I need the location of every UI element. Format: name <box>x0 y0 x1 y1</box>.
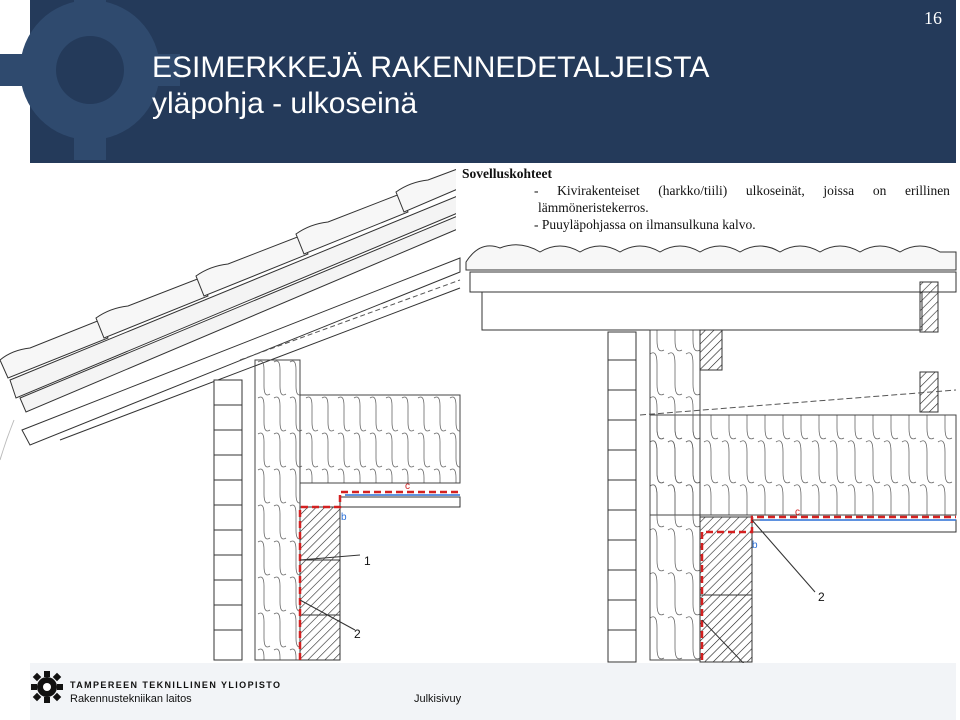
bullet-1-word: (harkko/tiili) <box>658 183 728 198</box>
bullet-1-continuation: lämmöneristekerros. <box>538 200 649 215</box>
svg-text:b: b <box>341 512 347 523</box>
slide-header <box>30 0 956 163</box>
svg-text:c: c <box>795 507 800 518</box>
slide-title <box>152 50 709 122</box>
application-heading: Sovelluskohteet <box>462 166 553 181</box>
university-logo-icon <box>30 670 64 704</box>
left-label-2: 2 <box>354 627 361 641</box>
title-line-2: yläpohja - ulkoseinä <box>152 87 418 120</box>
department-name: Rakennustekniikan laitos <box>70 693 192 705</box>
left-eave-detail-drawing <box>0 163 460 663</box>
left-label-1: 1 <box>364 554 371 568</box>
bullet-1-word: - <box>534 183 539 198</box>
right-eave-detail-drawing <box>456 163 960 663</box>
bullet-2: - Puuyläpohjassa on ilmansulkuna kalvo. <box>534 217 756 232</box>
page-number: 16 <box>924 8 942 28</box>
application-textbox <box>456 163 956 235</box>
bullet-1-word: Kivirakenteiset <box>557 183 640 198</box>
university-name: TAMPEREEN TEKNILLINEN YLIOPISTO <box>70 680 282 690</box>
bullet-1-word: on <box>872 183 887 198</box>
bullet-1-word: erillinen <box>904 183 950 198</box>
bullet-1-word: joissa <box>823 183 855 198</box>
svg-text:c: c <box>405 481 410 492</box>
title-line-1: ESIMERKKEJÄ RAKENNEDETALJEISTA <box>152 51 710 84</box>
right-label-2: 2 <box>818 590 825 604</box>
bullet-1 <box>534 183 950 199</box>
bullet-1-word: ulkoseinät, <box>745 183 805 198</box>
footer-band <box>30 663 956 720</box>
svg-text:b: b <box>752 540 758 551</box>
slide-footer <box>0 663 960 720</box>
publication-tag: Julkisivuy <box>414 693 462 705</box>
